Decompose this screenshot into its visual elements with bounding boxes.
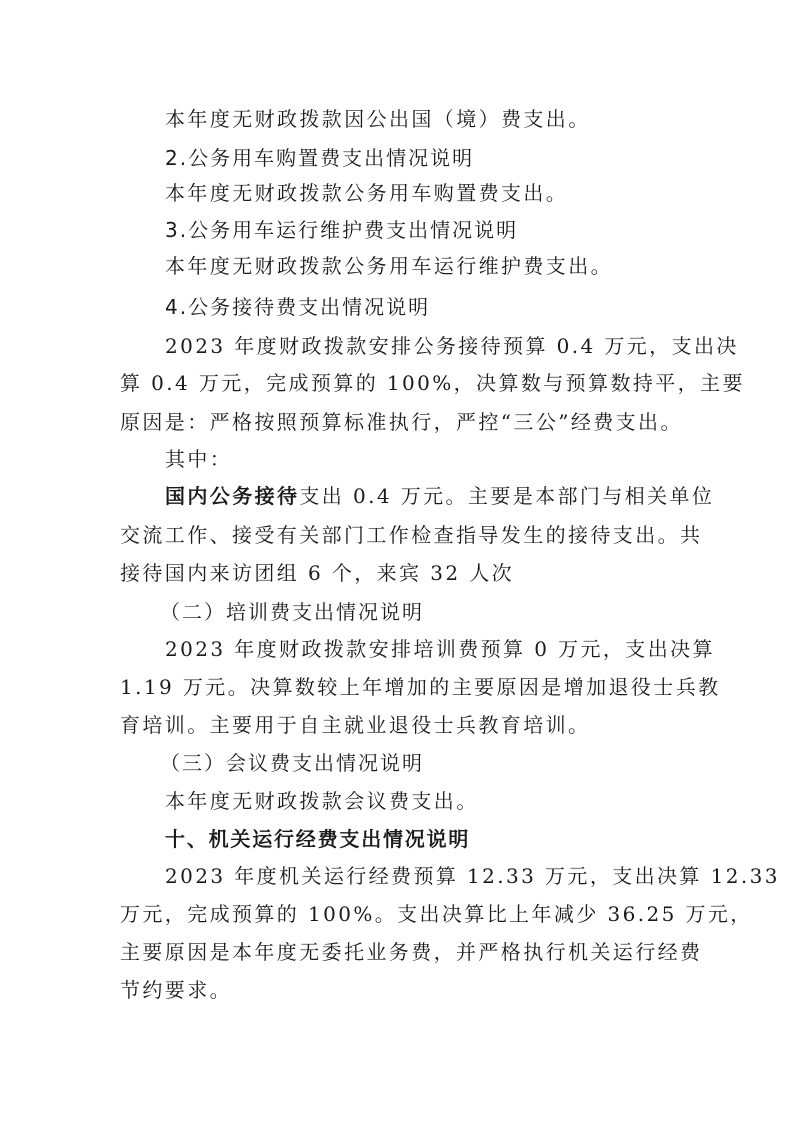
heading-training: （二）培训费支出情况说明 bbox=[160, 600, 424, 624]
paragraph-among-them: 其中： bbox=[165, 447, 233, 471]
paragraph-training-line-1: 2023 年度财政拨款安排培训费预算 0 万元，支出决算 bbox=[165, 637, 715, 661]
paragraph-vehicle-purchase: 本年度无财政拨款公务用车购置费支出。 bbox=[165, 181, 569, 205]
heading-meeting: （三）会议费支出情况说明 bbox=[160, 751, 424, 775]
paragraph-training-line-2: 1.19 万元。决算数较上年增加的主要原因是增加退役士兵教 bbox=[120, 675, 721, 699]
paragraph-training-line-3: 育培训。主要用于自主就业退役士兵教育培训。 bbox=[120, 713, 591, 737]
paragraph-vehicle-maintenance: 本年度无财政拨款公务用车运行维护费支出。 bbox=[165, 254, 613, 278]
paragraph-meeting: 本年度无财政拨款会议费支出。 bbox=[165, 789, 479, 813]
heading-reception: 4.公务接待费支出情况说明 bbox=[165, 295, 431, 319]
paragraph-reception-line-1: 2023 年度财政拨款安排公务接待预算 0.4 万元，支出决 bbox=[165, 334, 739, 358]
paragraph-domestic-reception-line-1 bbox=[165, 481, 725, 511]
domestic-reception-text: 支出 0.4 万元。主要是本部门与相关单位 bbox=[299, 484, 715, 508]
paragraph-reception-line-2: 算 0.4 万元，完成预算的 100%，决算数与预算数持平，主要 bbox=[120, 371, 745, 395]
paragraph-domestic-reception-line-2: 交流工作、接受有关部门工作检查指导发生的接待支出。共 bbox=[120, 523, 703, 547]
paragraph-operating-line-2: 万元，完成预算的 100%。支出决算比上年减少 36.25 万元， bbox=[120, 902, 753, 926]
paragraph-operating-line-4: 节约要求。 bbox=[120, 978, 232, 1002]
paragraph-domestic-reception-line-3: 接待国内来访团组 6 个，来宾 32 人次 bbox=[120, 561, 515, 585]
paragraph-operating-line-3: 主要原因是本年度无委托业务费，并严格执行机关运行经费 bbox=[120, 940, 703, 964]
heading-vehicle-maintenance: 3.公务用车运行维护费支出情况说明 bbox=[165, 218, 519, 242]
paragraph-reception-line-3: 原因是：严格按照预算标准执行，严控“三公”经费支出。 bbox=[120, 410, 683, 434]
heading-vehicle-purchase: 2.公务用车购置费支出情况说明 bbox=[165, 146, 475, 170]
paragraph-operating-line-1: 2023 年度机关运行经费预算 12.33 万元，支出决算 12.33 bbox=[165, 864, 780, 888]
section-heading-operating-expenses: 十、机关运行经费支出情况说明 bbox=[165, 827, 471, 851]
domestic-reception-lead: 国内公务接待 bbox=[165, 484, 300, 508]
paragraph-outbound-travel: 本年度无财政拨款因公出国（境）费支出。 bbox=[165, 107, 591, 131]
